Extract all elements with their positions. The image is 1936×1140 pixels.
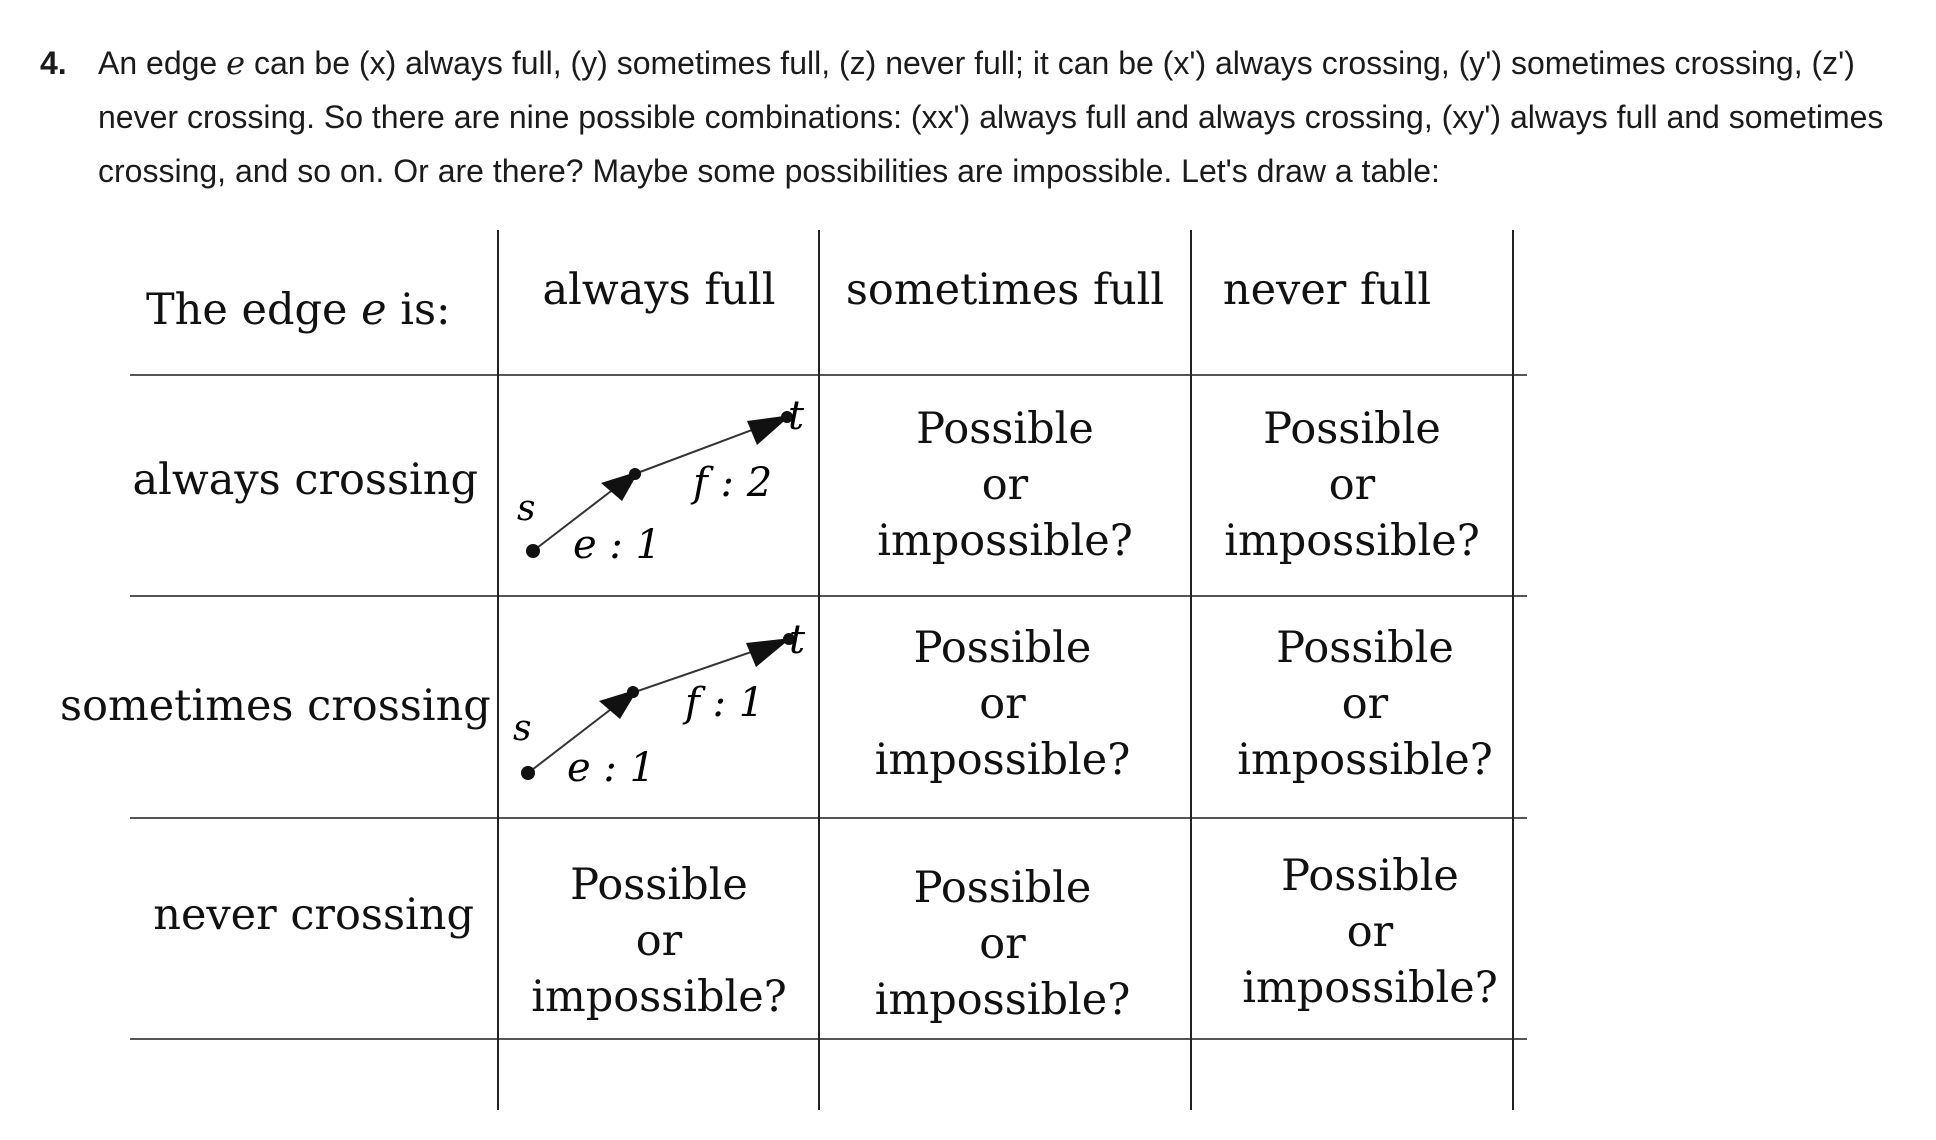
cell-line: impossible?	[1242, 963, 1498, 1013]
cell-line: or	[981, 460, 1029, 510]
cell-sometimes-full-never-crossing	[820, 860, 1185, 1028]
cell-never-full-never-crossing	[1210, 848, 1530, 1016]
edge-f-label: f : 2	[693, 460, 773, 506]
node-s	[521, 766, 535, 780]
cell-line: Possible	[1281, 851, 1459, 901]
cell-line: or	[1346, 907, 1394, 957]
edge-e-label: e : 1	[573, 522, 662, 568]
cell-line: Possible	[1263, 404, 1441, 454]
row-header-sometimes-crossing: sometimes crossing	[60, 681, 491, 731]
cell-line: Possible	[916, 404, 1094, 454]
edge-symbol: e	[226, 44, 246, 82]
row-header-always-crossing: always crossing	[132, 455, 478, 505]
cell-line: impossible?	[1224, 516, 1480, 566]
node-mid	[627, 686, 639, 698]
table-rule	[497, 230, 499, 1110]
table-rule	[130, 817, 1527, 819]
edge-f-label: f : 1	[685, 680, 765, 726]
node-mid	[629, 468, 641, 480]
flow-graph-always-crossing	[505, 385, 805, 595]
column-header-always-full: always full	[542, 265, 776, 315]
table-rule	[1190, 230, 1192, 1110]
problem-text-rest: can be (x) always full, (y) sometimes full, (z) never full; it can be (x') always crossing, (y') sometimes crossing, (z') never crossing. So there are nine possible combinations: (xx') always full and always crossing, (xy') always full and sometimes crossing, and so on. Or are there? Maybe some possibilities are impossible. Let's draw a table:	[98, 45, 1884, 189]
node-s-label: s	[513, 708, 532, 749]
edge-e-label: e : 1	[567, 745, 656, 791]
corner-prefix: The edge	[146, 285, 362, 335]
node-t-label: t	[789, 617, 805, 663]
cell-sometimes-full-sometimes-crossing	[820, 620, 1185, 788]
table-rule	[130, 595, 1527, 597]
cell-line: or	[1341, 679, 1389, 729]
cell-line: impossible?	[874, 735, 1131, 785]
row-header-never-crossing: never crossing	[153, 890, 474, 940]
cell-never-full-always-crossing	[1192, 401, 1512, 569]
cell-never-full-sometimes-crossing	[1205, 620, 1525, 788]
table-rule	[130, 1038, 1527, 1040]
cell-line: impossible?	[874, 975, 1131, 1025]
cell-line: or	[635, 916, 683, 966]
cell-line: Possible	[913, 623, 1092, 673]
cell-line: impossible?	[877, 516, 1133, 566]
problem-text-start: An edge	[98, 45, 227, 81]
node-s	[526, 544, 540, 558]
problem-number: 4.	[40, 45, 67, 81]
cell-line: Possible	[570, 860, 748, 910]
column-header-sometimes-full: sometimes full	[845, 265, 1165, 315]
cell-line: or	[1328, 460, 1376, 510]
cell-line: impossible?	[531, 972, 787, 1022]
flow-graph-sometimes-crossing	[505, 605, 805, 815]
cell-line: Possible	[913, 863, 1092, 913]
corner-suffix: is:	[386, 285, 451, 335]
cell-line: or	[979, 679, 1026, 729]
table-corner-header	[146, 282, 451, 338]
node-t-label: t	[788, 393, 805, 439]
cell-sometimes-full-always-crossing	[820, 401, 1190, 569]
cell-line: impossible?	[1237, 735, 1493, 785]
table-rule	[130, 374, 1527, 376]
column-header-never-full: never full	[1222, 265, 1432, 315]
node-s-label: s	[517, 488, 536, 529]
cell-line: or	[979, 919, 1026, 969]
corner-edge-symbol: e	[361, 285, 387, 335]
cell-always-full-never-crossing	[500, 857, 818, 1025]
cell-line: Possible	[1276, 623, 1454, 673]
